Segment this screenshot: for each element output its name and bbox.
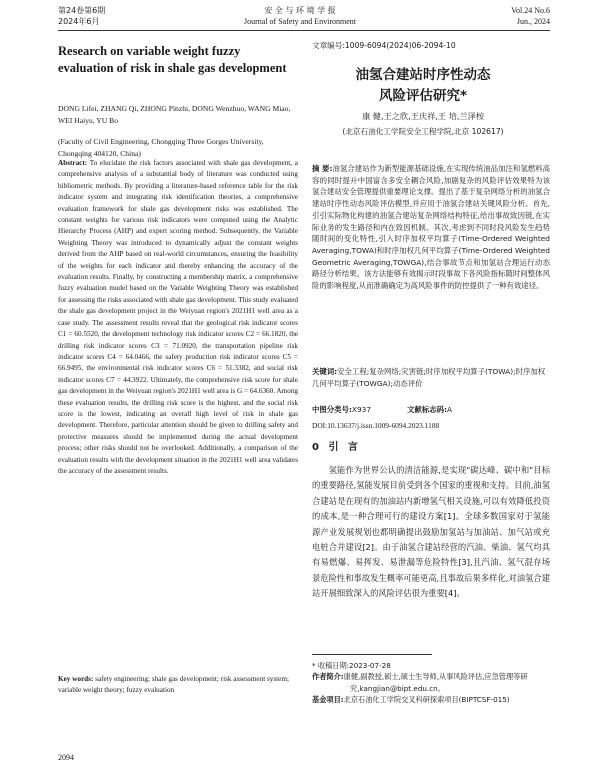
clc-label: 中图分类号: [312,405,352,414]
footnote-fund-text: 北京石油化工学院交叉科研探索项目(BIPTCSF-015) [343,695,510,705]
article-number: 文章编号:1009-6094(2024)06-2094-10 [312,41,456,50]
chinese-title-line-2: 风险评估研究* [378,88,468,104]
header-rule [58,30,550,31]
footnote-author [312,671,550,694]
english-abstract-label: Abstract: [58,159,88,167]
volume-number-en: Vol.24 No.6 [511,6,550,15]
chinese-keywords-text: 安全工程;复杂网络;灾害链;时序加权平均算子(TOWA);时序加权几何平均算子(TOWGA);动态评价 [312,367,546,388]
volume-issue: 第24卷第6期 [58,6,106,15]
english-keywords-text: safety engineering; shale gas development; risk assessment system; variable weight theory; fuzzy evaluation [58,675,289,695]
chinese-keywords [312,366,550,389]
chinese-abstract-text: 油氢合建站作为新型能源基础设施,在实现传统油品加注和氢燃料高容的同时提升中国富含多安全耦合风险,加剧复杂的风险评估效果特为该氢合建站安全管理提供重要理论支撑。提出了基于复杂网络分析的油氢合建站时序性动态风险评估模型,并应用于油氢合建站关键风险分析。首先,引引实际物化构建的油氢合建站复杂网络结构特征,给出事故致因链,在实际业务的发生路径和内在致因机制。其次,考虑到不同时段风险发生趋势随时间的变化特性,引入时序加权平均算子(Time-Ordered Weighted Averaging,TOWA)和时序加权几何平均算子(Time-Ordered Weighted Geometric Averaging,TOWGA),结合事故节点和加氢站合理运行动态路径分析结果。该方法能够有效揭示时段事故下各风险指标随时间整体风险的影响程度,从而准确确定为高风险事件的防控提供了一种有效途径。 [312,164,550,291]
chinese-keywords-label: 关键词: [312,367,338,376]
english-abstract-text: To elucidate the risk factors associated with shale gas development, a comprehensive analysis of a substantial body of literature was conducted using bibliometric methods. By providing a literature-based reference table for the risk indicator system and integrating risk identification theories, a comprehensive evaluation framework for shale gas development risks was established. The constant weights for various risk indicators were computed using the Analytic Hierarchy Process (AHP) and expert scoring method. Subsequently, the Variable Weighting Theory was introduced to dynamically adjust the constant weights derived from the AHP based on real-world circumstances, ensuring the feasibility of the weights for each indicator and thereby enhancing the accuracy of the evaluation results. Finally, by constructing a membership matrix, a comprehensive fuzzy evaluation model based on the Variable Weighting Theory was established for assessing the risks associated with shale gas development. This study evaluated the shale gas development project in the Weiyuan region's 2021H1 well area as a case study. The assessment results reveal that the geological risk indicator scores C1 = 60.5520, the development technology risk indicator scores C2 = 66.1820, the drilling risk indicator scores C3 = 71.0920, the transportation pipeline risk indicator scores C4 = 64.0466, the safety production risk indicator scores C5 = 66.9495, the environmental risk indicator scores C6 = 51.3382, and social risk indicator scores C7 = 44.3922. Ultimately, the comprehensive risk score for shale gas development in the Weiyuan region's 2021H1 well area is G = 64.6360. Among these evaluation results, the drilling risk score is the highest, and the social risk score is the lowest, indicating an overall high level of risk in shale gas development. Therefore, particular attention should be given to drilling safety and protective measures should be implemented during the actual development process; other risks should not be overlooked. Additionally, a comparison of the evaluation results with the development situation in the 2021H1 well area validates the accuracy of the assessment results. [58,159,298,475]
chinese-affiliation: (北京石油化工学院安全工程学院,北京 102617) [342,127,504,136]
running-header-right [511,5,550,27]
english-affiliation: (Faculty of Civil Engineering, Chongqing Three Gorges University, Chongqing 404120, China) [58,137,264,158]
english-keywords-label: Key words: [58,675,94,683]
chinese-authors: 康 健,王之欣,王庆祥,王 培,兰泽桉 [361,111,485,121]
english-keywords [58,674,298,697]
chinese-abstract [312,163,550,292]
issue-date: 2024年6月 [58,17,100,26]
section-heading-introduction: 0 引 言 [312,442,361,453]
doi: DOI:10.13637/j.issn.1009-6094.2023.1188 [312,421,440,430]
classification-line [312,404,550,416]
footnote-fund [312,694,550,705]
issue-date-en: Jun., 2024 [516,17,550,26]
english-abstract [58,158,298,477]
journal-name-cn: 安 全 与 环 境 学 报 [264,6,336,15]
chinese-title-line-1: 油氢合建站时序性动态 [355,67,491,83]
clc-value: X937 [351,405,372,414]
footnote-author-label: 作者简介: [312,672,344,682]
english-authors: DONG Lifei, ZHANG Qi, ZHONG Pinzhi, DONG Wenzhuo, WANG Miao, WEI Haiyu, YU Bo [58,104,291,125]
footnote-fund-label: 基金项目: [312,695,344,705]
english-title: Research on variable weight fuzzy evaluation of risk in shale gas development [58,44,287,75]
doc-code-value: A [447,405,453,414]
chinese-title [318,65,528,107]
footnote-received: * 收稿日期:2023-07-28 [312,661,391,670]
footnote-author-text: 康健,副教授,硕士,硕士生导师,从事风险评估,应急管理等研究,kangjian@bipt.edu.cn。 [343,672,528,693]
footnote-rule [312,654,432,655]
running-header-journal [0,5,600,27]
journal-name-en: Journal of Safety and Environment [244,17,356,26]
footnotes [312,660,550,706]
page-number: 2094 [58,753,74,762]
doc-code-label: 文献标志码: [407,405,448,414]
chinese-abstract-label: 摘 要: [312,164,333,173]
introduction-paragraph: 氢能作为世界公认的清洁能源,是实现"碳达峰、碳中和"目标的重要路径,氢能发展目前受到各个国家的重视和支持。目前,油氢合建站是在现有的加油站内新增氢气相关设施,可以有效降低投资的成本,是一种合理可行的建设方案[1]。全球多数国家对于氢能源产业发展规划也都明确提出鼓励加氢站与加油站、加气站或充电桩合并建设[2]。由于油氢合建站经营的汽油、柴油、氢气均具有易燃爆、易挥发、易泄漏等危险特性[3],且汽油、氢气混存场景危险性和事故发生概率可能更高,且事故后果多样化,对油氢合建站开展细致深入的风险评估很为重要[4]。 [312,465,550,599]
